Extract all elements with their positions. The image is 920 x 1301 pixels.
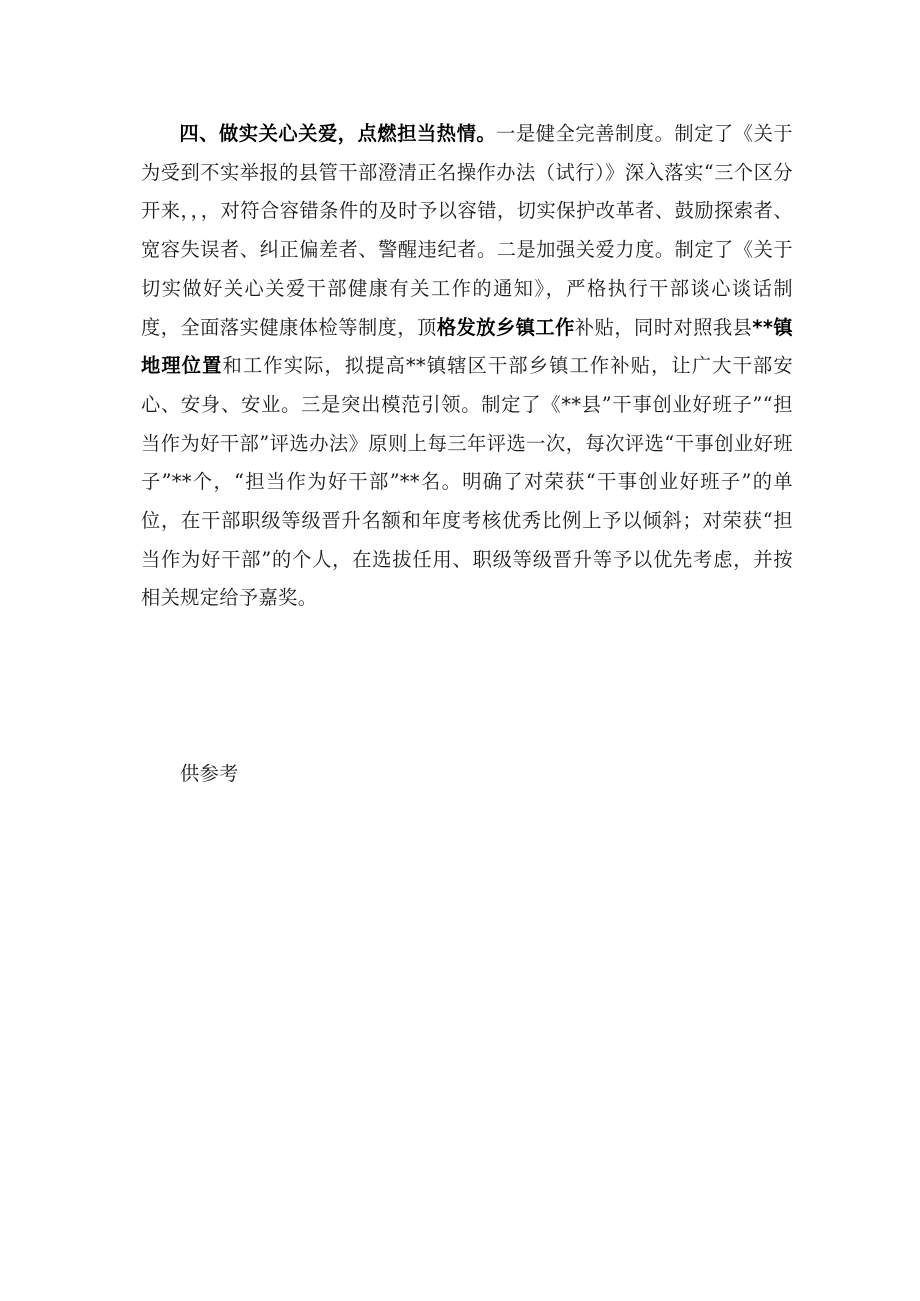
paragraph-text-2: 补贴，同时对照我县: [574, 315, 753, 339]
bold-phrase-location: **镇地理位置: [141, 315, 793, 378]
paragraph-text-1: 一是健全完善制度。制定了《关于为受到不实举报的县管干部澄清正名操作办法（试行）》深入落实“三个区分开来，，，对符合容错条件的及时予以容错，切实保护改革者、鼓励探索者、宽容失误者、纠正偏差者、警醒违纪者。二是加强关爱力度。制定了《关于切实做好关心关爱干部健康有关工作的通知》，严格执行干部谈心谈话制度，全面落实健康体检等制度，顶: [141, 122, 793, 339]
section-heading: 四、做实关心关爱，点燃担当热情。: [179, 122, 497, 145]
bold-phrase-subsidy: 格发放乡镇工作: [436, 315, 575, 339]
body-paragraph: [141, 115, 793, 618]
paragraph-text-3: 和工作实际，拟提高**镇辖区干部乡镇工作补贴，让广大干部安心、安身、安业。三是突出模范引领。制定了《**县”干事创业好班子”“担当作为好干部”评选办法》原则上每三年评选一次，每次评选“干事创业好班子”**个，“担当作为好干部”**名。明确了对荣获“干事创业好班子”的单位，在干部职级等级晋升名额和年度考核优秀比例上予以倾斜；对荣获“担当作为好干部”的个人，在选拔任用、职级等级晋升等予以优先考虑，并按相关规定给予嘉奖。: [141, 354, 793, 610]
closing-note: 供参考: [180, 762, 239, 785]
